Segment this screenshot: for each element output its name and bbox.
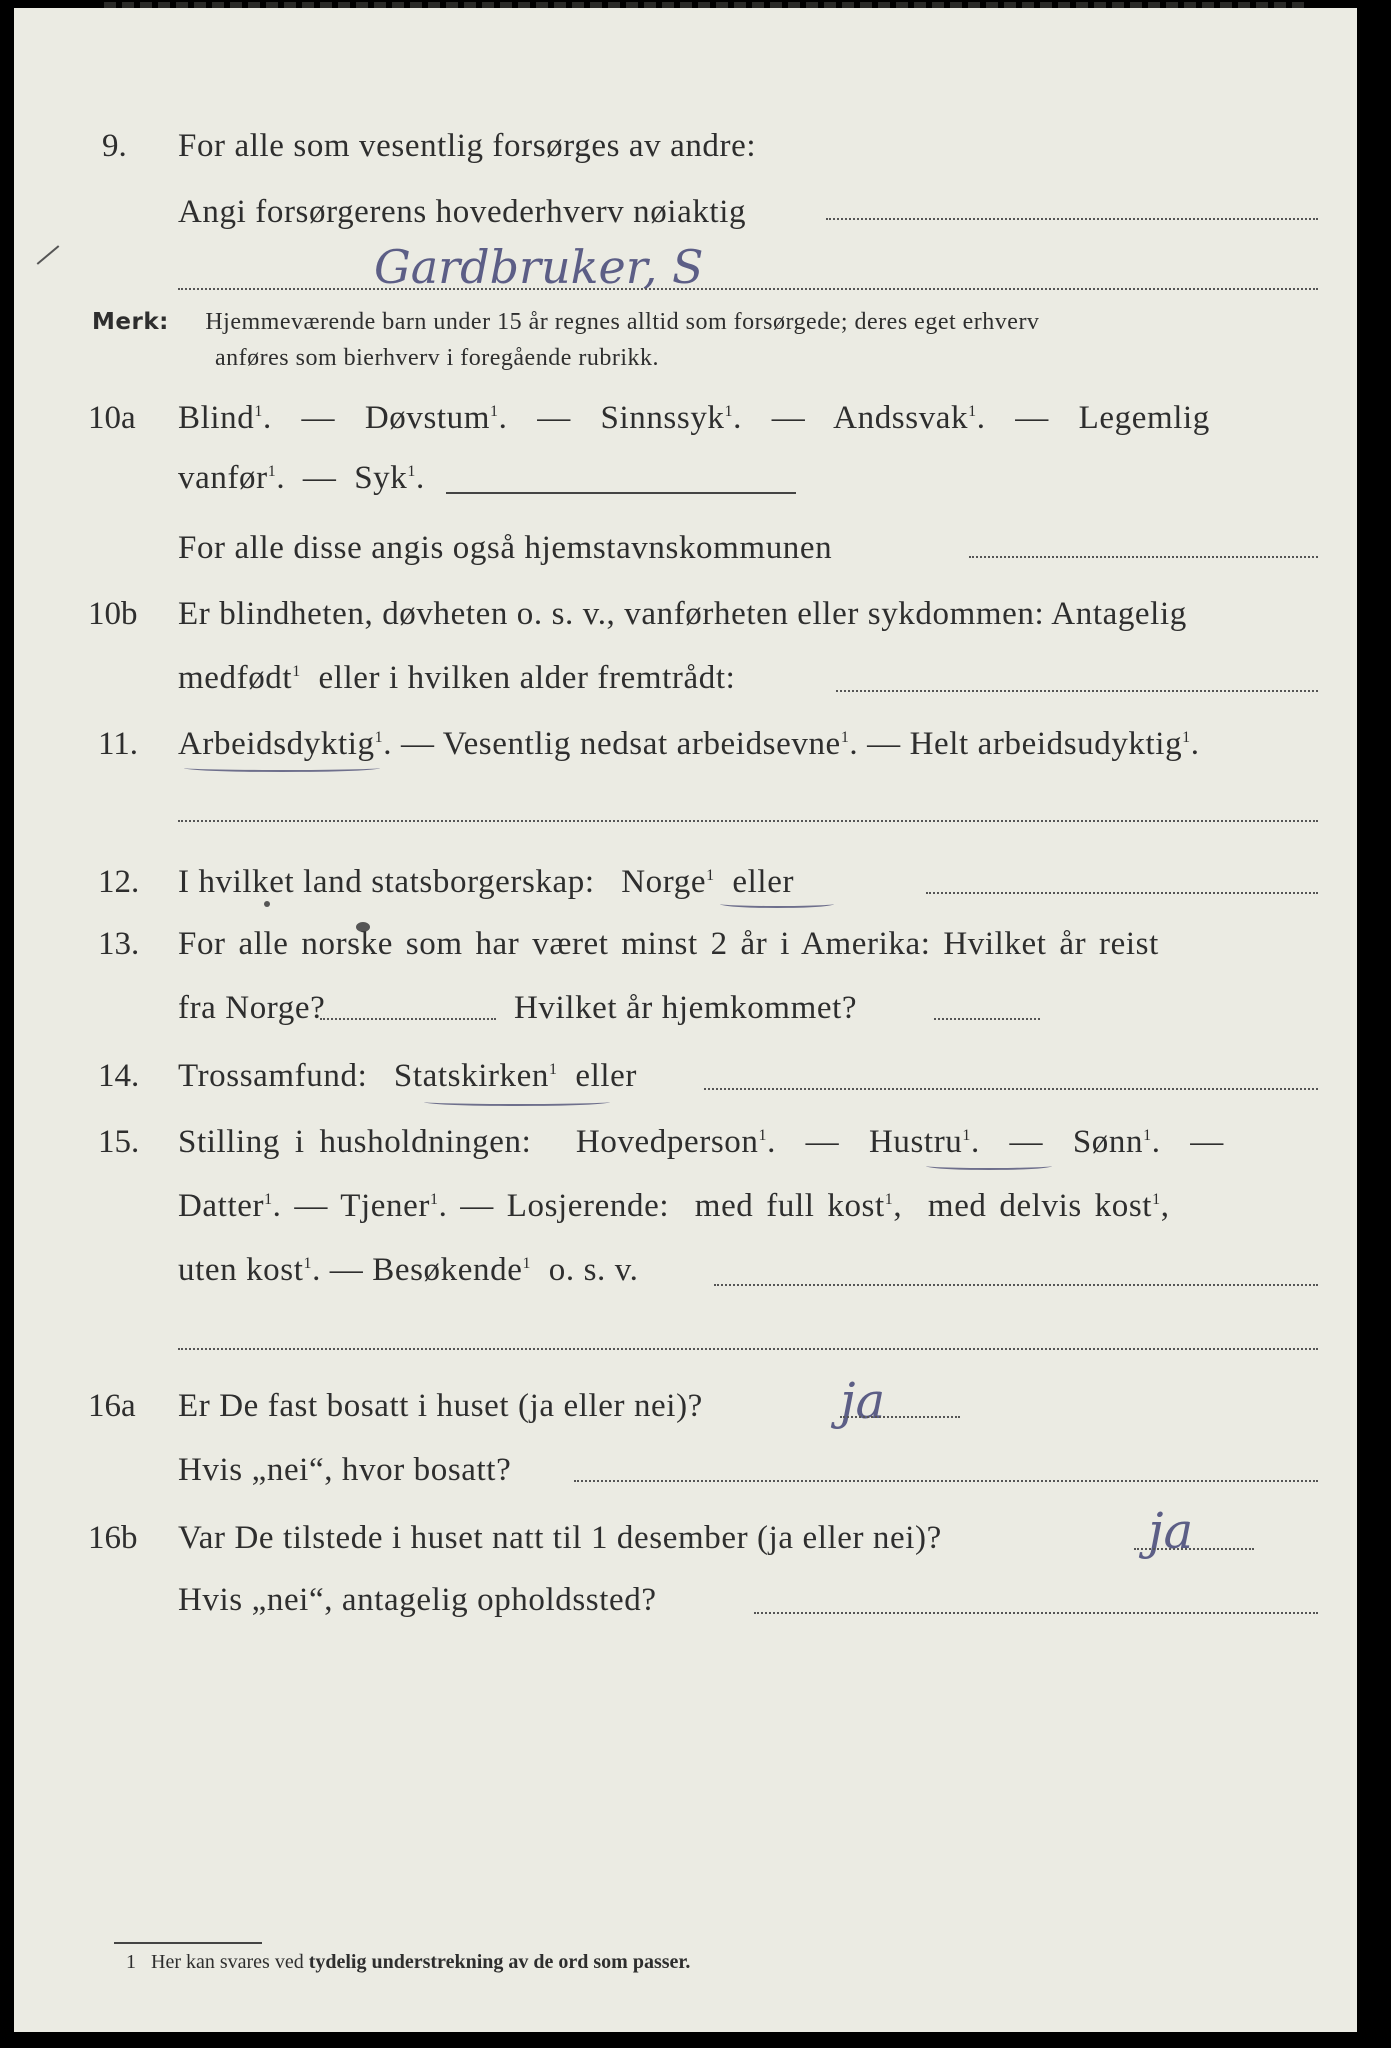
q9-line2: Angi forsørgerens hovederhverv nøiaktig xyxy=(178,194,747,230)
q12-norge: Norge xyxy=(621,864,707,900)
q11-underline-mark xyxy=(184,764,380,772)
footnote-bold: tydelig understrekning av de ord som passer. xyxy=(308,1951,691,1973)
q10a-legemlig: Legemlig xyxy=(1078,400,1210,436)
q15-stilling: Stilling i husholdningen: xyxy=(178,1124,532,1160)
q10a-blind: Blind xyxy=(178,400,255,436)
q11-answer-line[interactable] xyxy=(178,820,1318,822)
q10a-line2: vanfør$^1$. — Syk$^1$. xyxy=(178,460,425,496)
q16a-line1: Er De fast bosatt i huset (ja eller nei)? xyxy=(178,1388,703,1424)
q12-number: 12. xyxy=(98,864,140,900)
q9-answer: Gardbruker, S xyxy=(374,240,704,294)
q13-line2b: Hvilket år hjemkommet? xyxy=(514,990,858,1026)
q16b-answer: ja xyxy=(1148,1502,1194,1560)
sup: 1 xyxy=(374,729,384,746)
q9-number: 9. xyxy=(102,128,127,164)
q16a-number: 16a xyxy=(88,1388,136,1424)
sup: 1 xyxy=(267,463,277,480)
sup: 1 xyxy=(840,729,850,746)
q16b-opholdssted-line[interactable] xyxy=(754,1612,1318,1614)
q11-nedsat: — Vesentlig nedsat arbeidsevne xyxy=(400,726,841,762)
q9-line2-fill xyxy=(826,218,1318,220)
sup: 1 xyxy=(1152,1191,1161,1208)
q15-answer-line[interactable] xyxy=(714,1284,1318,1286)
q11-line: Arbeidsdyktig$^1$. — Vesentlig nedsat arbeidsevne$^1$. — Helt arbeidsudyktig$^1$. xyxy=(178,726,1200,762)
q15-hovedperson: Hovedperson xyxy=(575,1124,759,1160)
sup: 1 xyxy=(292,663,301,680)
ink-speck xyxy=(264,901,270,907)
q10b-answer-line[interactable] xyxy=(836,690,1318,692)
footnote-mark: 1 xyxy=(126,1951,136,1973)
q10a-sinnssyk: Sinnssyk xyxy=(600,400,725,436)
q13-number: 13. xyxy=(98,926,140,962)
q15-extra-line[interactable] xyxy=(178,1348,1318,1350)
sup: 1 xyxy=(264,1191,273,1208)
margin-tick-mark xyxy=(37,245,60,265)
q10a-dovstum: Døvstum xyxy=(364,400,491,436)
q10b-line2 xyxy=(178,660,735,697)
sup: 1 xyxy=(303,1255,313,1272)
q13-reist-line[interactable] xyxy=(320,1018,496,1020)
q15-hustru: Hustru xyxy=(868,1124,963,1160)
q10a-syk: Syk xyxy=(354,460,408,496)
q10a-vanfor: vanfør xyxy=(178,460,268,496)
q10a-line3: For alle disse angis også hjemstavnskommunen xyxy=(178,530,833,566)
census-form-page xyxy=(14,8,1357,2032)
q12-answer-line[interactable] xyxy=(926,892,1318,894)
q13-line1: For alle norske som har været minst 2 år i Amerika: Hvilket år reist xyxy=(178,926,1159,962)
q15-line2: Datter$^1$. — Tjener$^1$. — Losjerende: med full kost$^1$, med delvis kost$^1$, xyxy=(178,1188,1170,1224)
sup: 1 xyxy=(490,403,499,420)
q10a-number: 10a xyxy=(88,400,136,436)
sup: 1 xyxy=(758,1127,768,1144)
q14-number: 14. xyxy=(98,1058,140,1094)
q14-underline-mark xyxy=(424,1098,610,1106)
q15-tjener: Tjener xyxy=(340,1188,430,1224)
footnote xyxy=(126,1951,690,1974)
top-edge-marks xyxy=(104,2,1304,22)
q10b-line1: Er blindheten, døvheten o. s. v., vanførheten eller sykdommen: Antagelig xyxy=(178,596,1187,632)
q12-line xyxy=(178,864,794,901)
q16b-answer-line[interactable] xyxy=(1134,1548,1254,1550)
q14-answer-line[interactable] xyxy=(704,1088,1318,1090)
q14-eller: eller xyxy=(575,1058,637,1094)
q16b-line1: Var De tilstede i huset natt til 1 desember (ja eller nei)? xyxy=(178,1520,942,1556)
q15-besokende: Besøkende xyxy=(372,1252,523,1288)
q12-underline-mark xyxy=(720,900,834,908)
q12-eller: eller xyxy=(732,864,795,900)
sup: 1 xyxy=(407,463,416,480)
q16a-answer: ja xyxy=(840,1372,886,1430)
footnote-rule xyxy=(114,1942,262,1944)
q11-udyktig: — Helt arbeidsudyktig xyxy=(867,726,1183,762)
q16b-number: 16b xyxy=(88,1520,138,1556)
q15-losjerende: Losjerende: xyxy=(506,1188,670,1224)
q15-line3: uten kost$^1$. — Besøkende$^1$ o. s. v. xyxy=(178,1252,639,1288)
sup: 1 xyxy=(1143,1127,1152,1144)
q15-number: 15. xyxy=(98,1124,140,1160)
q15-line1: Stilling i husholdningen: Hovedperson$^1$. — Hustru$^1$. — Sønn$^1$. — xyxy=(178,1124,1224,1160)
sup: 1 xyxy=(522,1255,532,1272)
q15-underline-mark xyxy=(926,1162,1052,1170)
sup: 1 xyxy=(884,1191,894,1208)
q16a-bosatt-line[interactable] xyxy=(574,1480,1318,1482)
q15-datter: Datter xyxy=(178,1188,265,1224)
merk-note xyxy=(92,304,1039,340)
q10b-alder: eller i hvilken alder fremtrådt: xyxy=(318,660,736,696)
q16a-answer-line[interactable] xyxy=(840,1416,960,1418)
q14-statskirken: Statskirken xyxy=(393,1058,550,1094)
q16a-line2: Hvis „nei“, hvor bosatt? xyxy=(178,1452,512,1488)
q13-line2a: fra Norge? xyxy=(178,990,326,1026)
q10b-number: 10b xyxy=(88,596,138,632)
sup: 1 xyxy=(1182,729,1191,746)
q15-osv: o. s. v. xyxy=(548,1252,639,1288)
q10b-medfodt: medfødt xyxy=(178,660,293,696)
q13-hjemkommet-line[interactable] xyxy=(934,1018,1040,1020)
q10a-line1: Blind$^1$. — Døvstum$^1$. — Sinnssyk$^1$. — Andssvak$^1$. — Legemlig xyxy=(178,400,1210,436)
q9-answer-line[interactable] xyxy=(178,288,1318,290)
q14-text: Trossamfund: xyxy=(178,1058,368,1094)
sup: 1 xyxy=(706,867,715,884)
sup: 1 xyxy=(724,403,734,420)
q11-arbeidsdyktig: Arbeidsdyktig xyxy=(178,726,375,762)
sup: 1 xyxy=(254,403,263,420)
q14-line xyxy=(178,1058,637,1095)
q16b-line2: Hvis „nei“, antagelig opholdssted? xyxy=(178,1582,657,1618)
q9-line1: For alle som vesentlig forsørges av andre: xyxy=(178,128,757,164)
q10a-syk-line[interactable] xyxy=(446,492,796,494)
q15-fullkost: med full kost xyxy=(694,1188,885,1224)
sup: 1 xyxy=(968,403,977,420)
sup: 1 xyxy=(962,1127,971,1144)
merk-line2: anføres som bierhverv i foregående rubrikk. xyxy=(215,345,660,371)
q15-utenkost: uten kost xyxy=(178,1252,304,1288)
q10a-hjemstavn-line[interactable] xyxy=(969,556,1318,558)
merk-line1: Hjemmeværende barn under 15 år regnes alltid som forsørgede; deres eget erhverv xyxy=(205,309,1040,335)
q10a-andssvak: Andssvak xyxy=(833,400,969,436)
q11-number: 11. xyxy=(98,726,139,762)
q12-text: I hvilket land statsborgerskap: xyxy=(178,864,595,900)
q15-delviskost: med delvis kost xyxy=(927,1188,1153,1224)
q15-sonn: Sønn xyxy=(1072,1124,1144,1160)
sup: 1 xyxy=(549,1061,558,1078)
footnote-text: Her kan svares ved xyxy=(151,1951,304,1973)
sup: 1 xyxy=(429,1191,439,1208)
merk-label: Merk: xyxy=(92,309,169,335)
